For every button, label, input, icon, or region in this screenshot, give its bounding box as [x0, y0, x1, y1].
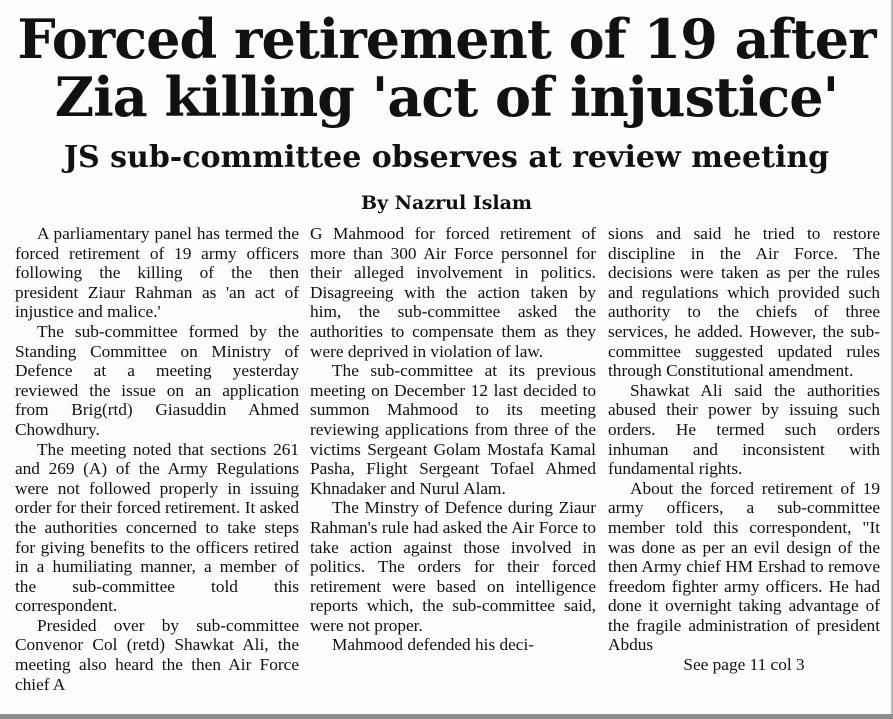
paragraph: The sub-committee at its previous meeting on December 12 last decided to summon Mahmood to its meeting reviewing applications from three of the victims Sergeant Golam Mostafa Kamal Pasha, Flight Sergeant Tofael Ahmed Khnadaker and Nurul Alam.: [310, 361, 596, 498]
subheadline: JS sub-committee observes at review meeting: [63, 140, 830, 175]
paragraph: A parliamentary panel has termed the forced retirement of 19 army officers following the killing of the then president Ziaur Rahman as 'an act of injustice and malice.': [15, 224, 299, 322]
paragraph: The sub-committee formed by the Standing Committee on Ministry of Defence at a meeting yesterday reviewed the issue on an application from Brig(rtd) Giasuddin Ahmed Chowdhury.: [15, 321, 299, 439]
paragraph: Mahmood defended his deci-: [332, 635, 535, 655]
article-column-3: [608, 224, 880, 675]
paragraph: Shawkat Ali said the authorities abused their power by issuing such orders. He termed such orders inhuman and inconsistent with fundamental rights.: [608, 380, 880, 479]
article-column-1: [15, 224, 299, 694]
jump-reference: See page 11 col 3: [683, 655, 805, 675]
headline-line-1: Forced retirement of 19 after: [17, 7, 876, 71]
byline: By Nazrul Islam: [360, 192, 533, 214]
paragraph: G Mahmood for forced retirement of more than 300 Air Force personnel for their alleged involvement in politics. Disagreeing with the action taken by him, the sub-committee asked the authorities to compensate them as they were deprived in violation of law.: [310, 224, 596, 361]
paragraph: sions and said he tried to restore discipline in the Air Force. The decisions were taken as per the rules and regulations which provided such authority to the chiefs of three services, he added. However, the sub-committee suggested updated rules through Constitutional amendment.: [608, 224, 880, 381]
headline-line-2: Zia killing 'act of injustice': [54, 65, 839, 129]
paragraph: The meeting noted that sections 261 and 269 (A) of the Army Regulations were not followed properly in issuing order for their forced retirement. It asked the authorities concerned to take steps for giving benefits to the officers retired in a humiliating manner, a member of the sub-committee told this correspondent.: [15, 439, 299, 616]
paragraph: Presided over by sub-committee Convenor Col (retd) Shawkat Ali, the meeting also heard the then Air Force chief A: [15, 615, 299, 694]
bottom-rule: [0, 714, 893, 719]
headline: [0, 7, 893, 129]
article-column-2: [310, 224, 596, 655]
paragraph: The Minstry of Defence during Ziaur Rahman's rule had asked the Air Force to take action against those involved in politics. The orders for their forced retirement were based on intelligence reports which, the sub-committee said, were not proper.: [310, 498, 596, 635]
paragraph: About the forced retirement of 19 army officers, a sub-committee member told this correspondent, "It was done as per an evil design of the then Army chief HM Ershad to remove freedom fighter army officers. He had done it overnight taking advantage of the fragile administration of president Abdus: [608, 478, 880, 655]
